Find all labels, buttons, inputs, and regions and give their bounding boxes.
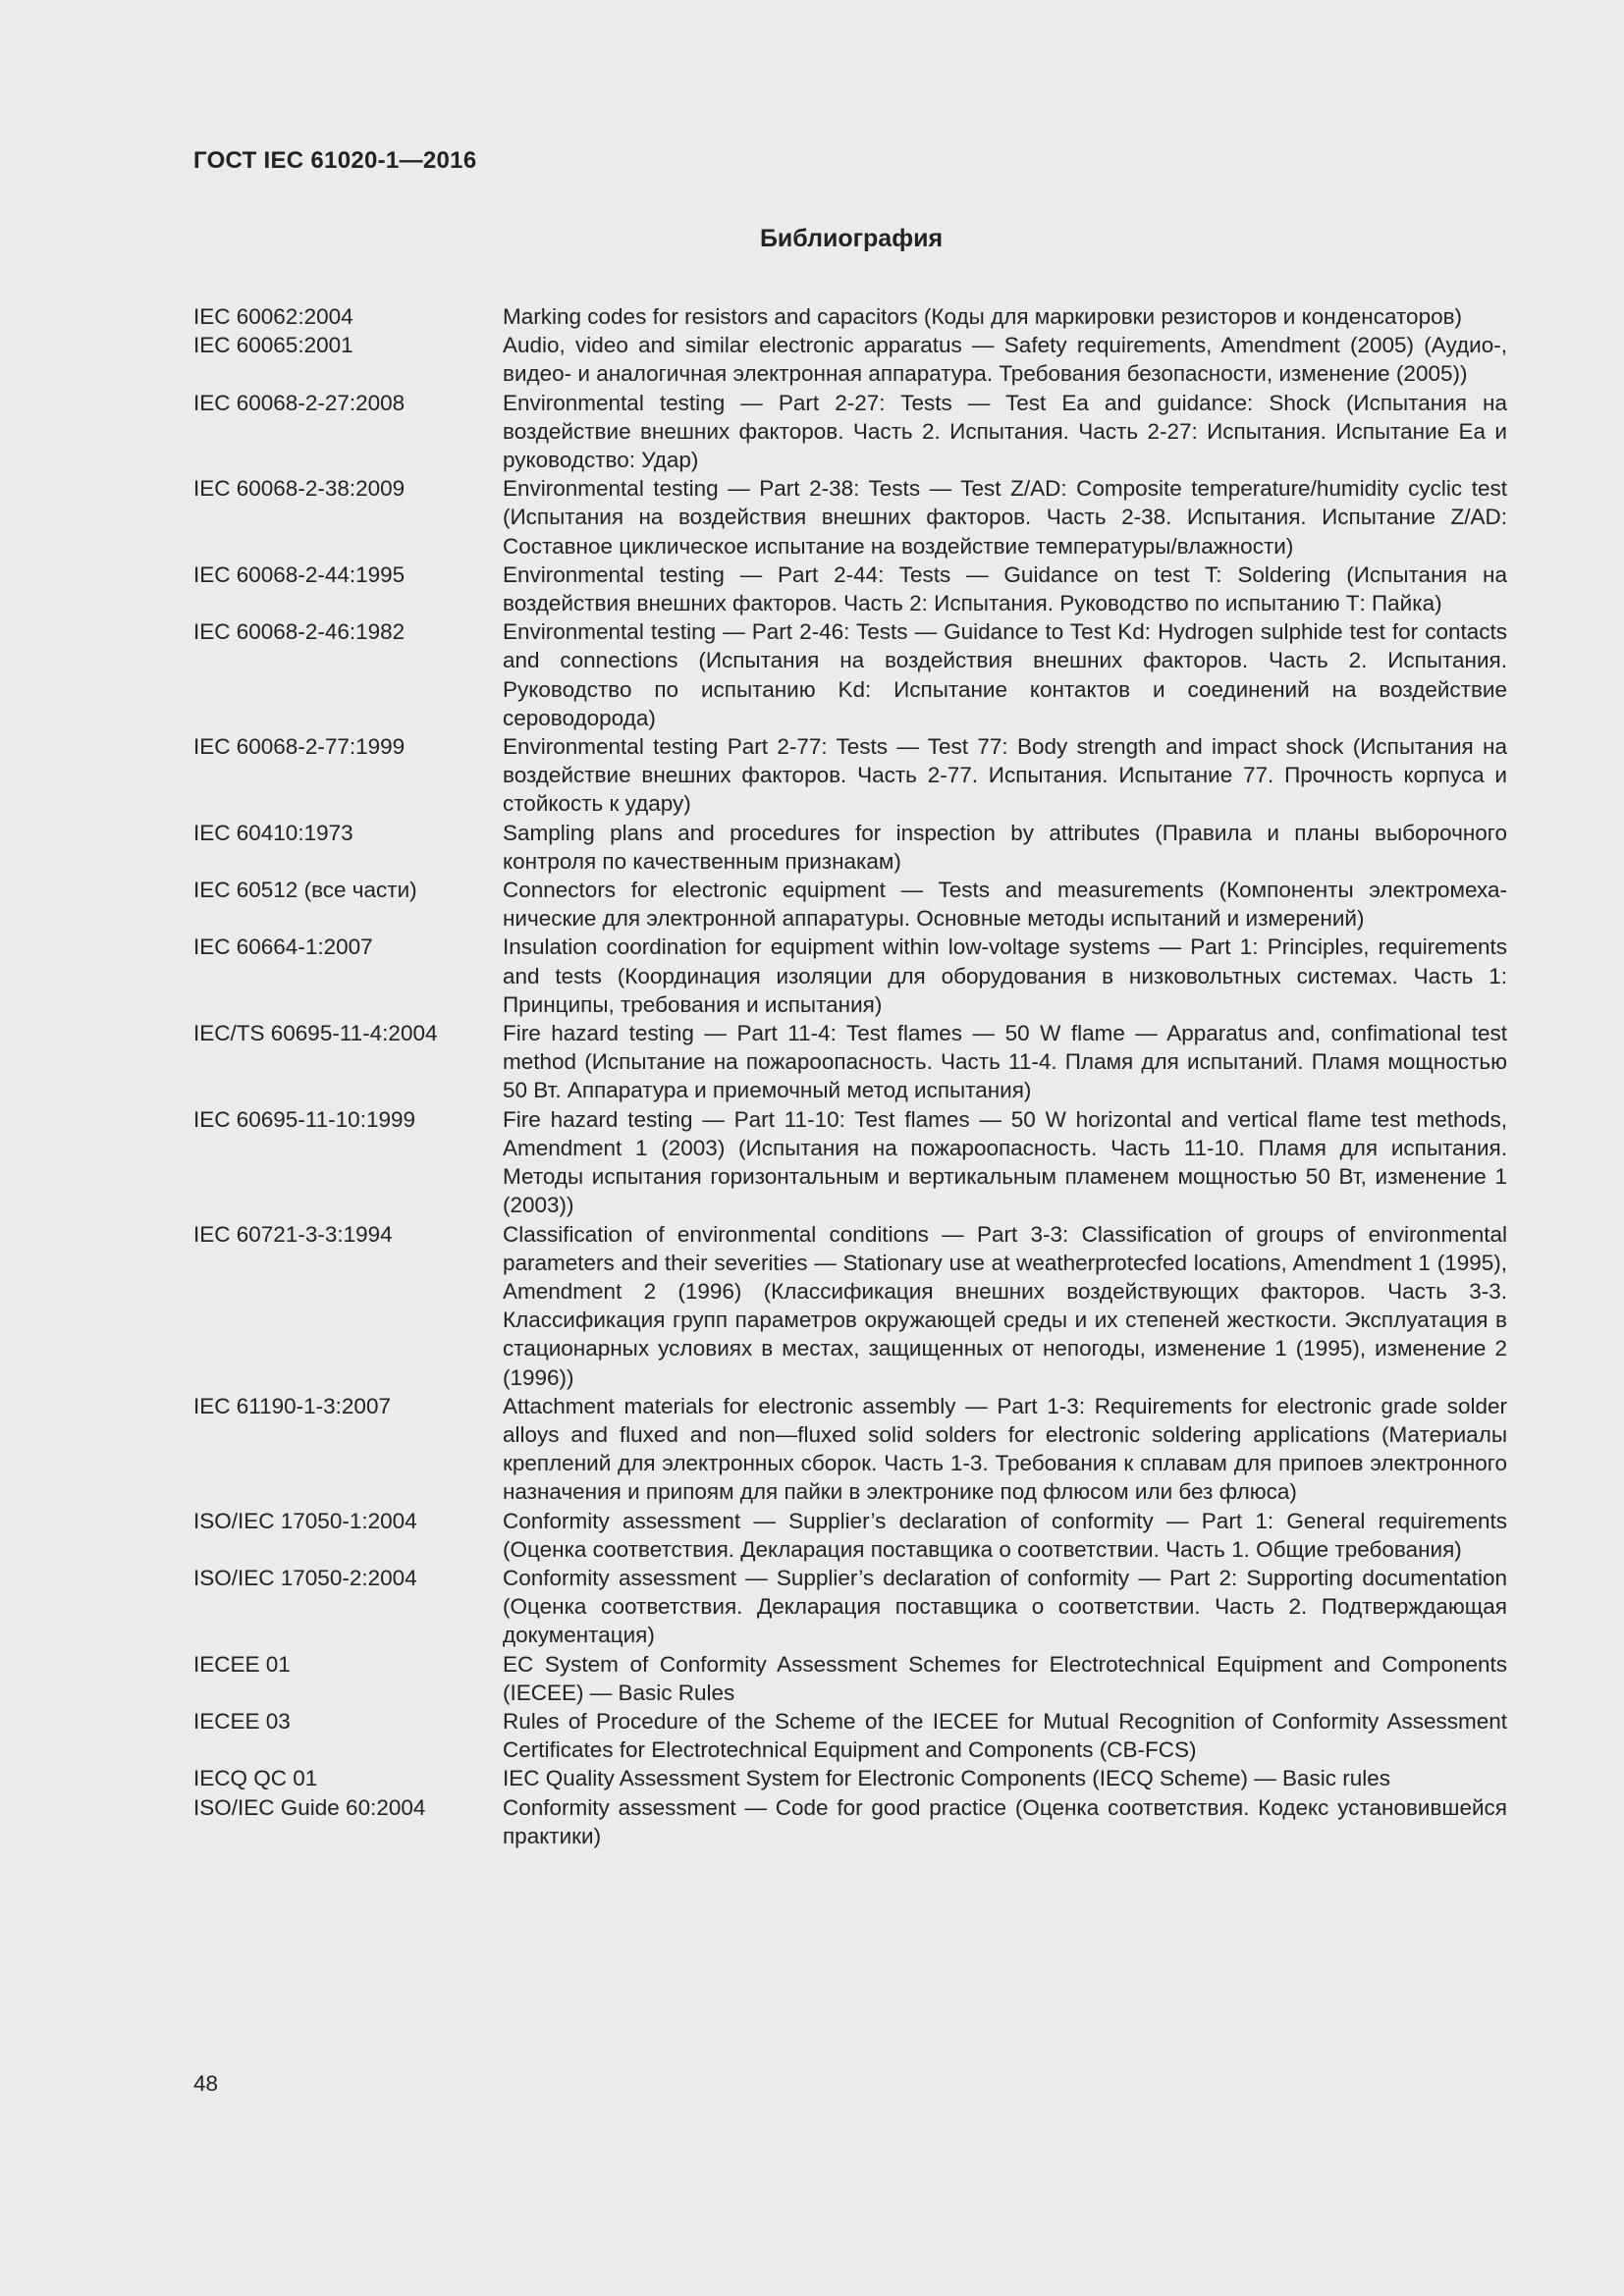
page-number: 48 [193,2071,219,2096]
entry-description: Conformity assessment — Code for good practice (Оценка соответствия. Кодекс установившейся практики) [503,1794,1507,1848]
entry-reference: IECEE 03 [193,1708,291,1734]
entry-description: Conformity assessment — Supplier’s declaration of conformity — Part 1: General requirements (Оценка соответствия. Декларация поставщика о соответствии. Часть 1. Общие требования) [503,1508,1507,1562]
entry-description: Environmental testing Part 2-77: Tests — Test 77: Body strength and impact shock (Испытания на воздействие внешних факторов. Часть 2-77. Испытания. Испытание 77. Прочность корпуса и стойкость к удару) [503,734,1507,817]
entry-reference: ISO/IEC 17050-2:2004 [193,1565,417,1590]
bibliography-entry [193,1019,1507,1105]
entry-description: Audio, video and similar electronic apparatus — Safety requirements, Amendment (2005) (Аудио-, видео- и аналогичная электронная аппаратура. Требования безопасности, изменение (2005)) [503,333,1507,387]
bibliography-entry [193,1564,1507,1650]
entry-reference: IEC 60062:2004 [193,304,353,329]
entry-description: Environmental testing — Part 2-38: Tests — Test Z/AD: Composite temperature/humidity cyclic test (Испытания на воздействия внешних факторов. Часть 2-38. Испытания. Испытание Z/AD: Составное циклическое испытание на воздействие температуры/влажности) [503,476,1507,559]
entry-reference: IEC 60410:1973 [193,820,353,845]
bibliography-entry [193,1392,1507,1507]
bibliography-entry [193,389,1507,475]
entry-reference: ISO/IEC 17050-1:2004 [193,1508,417,1533]
bibliography-entry [193,302,1507,331]
entry-description: Environmental testing — Part 2-27: Tests — Test Ea and guidance: Shock (Испытания на воздействие внешних факторов. Часть 2. Испытания. Часть 2-27: Испытания. Испытание Еа и руководство: Удар) [503,390,1507,473]
entry-reference: IEC 60068-2-38:2009 [193,476,406,502]
entry-reference: IECQ QC 01 [193,1766,318,1791]
entry-reference: IEC 60512 (все части) [193,878,417,903]
entry-reference: IECEE 01 [193,1651,291,1677]
page-header: ГОСТ IEC 61020-1—2016 [193,147,477,174]
entry-reference: IEC 60065:2001 [193,333,353,358]
entry-description: Conformity assessment — Supplier’s declaration of conformity — Part 2: Supporting documentation (Оценка соответствия. Декларация поставщика о соответствии. Часть 2. Подтверждающая документация) [503,1565,1507,1648]
entry-description: Fire hazard testing — Part 11-4: Test flames — 50 W flame — Apparatus and, confimational test method (Испытание на пожароопасность. Часть 11-4. Пламя для испытаний. Пламя мощностью 50 Вт. Аппаратура и приемочный метод испытания) [503,1021,1507,1103]
entry-description: Classification of environmental conditions — Part 3-3: Classification of groups of environmental parameters and their severities — Stationary use at weatherprotecfed locations, Amendment 1 (1995), Amendment 2 (1996) (Классификация внешних воздействующих факторов. Часть 3-3. Классификация групп параметров окружающей среды и их степеней жесткости. Эксплуатация в стационарных условиях в местах, защищенных от непогоды, изменение 1 (1995), изменение 2 (1996)) [503,1221,1507,1390]
bibliography-entry [193,1105,1507,1220]
entry-reference: IEC 60721-3-3:1994 [193,1221,393,1247]
bibliography-entry [193,331,1507,388]
bibliography-entry [193,1507,1507,1564]
entry-reference: IEC 60695-11-10:1999 [193,1106,415,1132]
entry-description: Environmental testing — Part 2-46: Tests — Guidance to Test Kd: Hydrogen sulphide test for contacts and connections (Испытания на воздействия внешних факторов. Часть 2. Испытания. Руководство по испытанию Kd: Испытание контактов и соединений на воздействие сероводорода) [503,619,1507,730]
bibliography-entry [193,1220,1507,1392]
bibliography-entry [193,732,1507,819]
bibliography-entry [193,876,1507,933]
entry-reference: IEC 61190-1-3:2007 [193,1393,391,1418]
bibliography-entry [193,933,1507,1019]
entry-reference: ISO/IEC Guide 60:2004 [193,1794,426,1820]
bibliography-entry [193,561,1507,617]
entry-description: Sampling plans and procedures for inspection by attributes (Правила и планы выборочного контроля по качественным признакам) [503,820,1507,874]
bibliography-entry [193,1764,1507,1792]
entry-description: EC System of Conformity Assessment Schemes for Electrotechnical Equipment and Components (IECEE) — Basic Rules [503,1651,1507,1705]
bibliography-entry [193,617,1507,732]
entry-description: Marking codes for resistors and capacitors (Коды для маркировки резисторов и конденсаторов) [503,304,1463,329]
entry-reference: IEC/TS 60695-11-4:2004 [193,1021,438,1046]
entry-reference: IEC 60664-1:2007 [193,934,373,960]
entry-description: Connectors for electronic equipment — Tests and measurements (Компоненты электромеханические для электронной аппаратуры. Основные методы испытаний и измерений) [503,878,1507,932]
bibliography-entry [193,1650,1507,1707]
entry-reference: IEC 60068-2-46:1982 [193,619,406,645]
entry-reference: IEC 60068-2-44:1995 [193,561,406,587]
entry-description: Attachment materials for electronic assembly — Part 1-3: Requirements for electronic grade solder alloys and fluxed and non—fluxed solid solders for electronic soldering applications (Материалы креплений для электронных сборок. Часть 1-3. Требования к сплавам для припоев электронного назначения и припоям для пайки в электронике под флюсом или без флюса) [503,1393,1507,1505]
bibliography-list [193,302,1507,1850]
entry-reference: IEC 60068-2-27:2008 [193,390,406,415]
entry-description: Fire hazard testing — Part 11-10: Test flames — 50 W horizontal and vertical flame test methods, Amendment 1 (2003) (Испытания на пожароопасность. Часть 11-10. Пламя для испытания. Методы испытания горизонтальным и вертикальным пламенем мощностью 50 Вт, изменение 1 (2003)) [503,1106,1507,1218]
bibliography-entry [193,1793,1507,1850]
bibliography-entry [193,1707,1507,1764]
entry-description: Rules of Procedure of the Scheme of the IECEE for Mutual Recognition of Conformity Assessment Certificates for Electrotechnical Equipment and Components (CB-FCS) [503,1708,1507,1763]
entry-description: IEC Quality Assessment System for Electronic Components (IECQ Scheme) — Basic rules [503,1766,1391,1791]
section-title: Библиография [759,225,944,252]
entry-reference: IEC 60068-2-77:1999 [193,734,406,760]
bibliography-entry [193,474,1507,561]
bibliography-entry [193,819,1507,876]
entry-description: Insulation coordination for equipment within low-voltage systems — Part 1: Principles, requirements and tests (Координация изоляции для оборудования в низковольтных системах. Часть 1: Принципы, требования и испытания) [503,934,1507,1017]
entry-description: Environmental testing — Part 2-44: Tests — Guidance on test T: Soldering (Испытания на воздействия внешних факторов. Часть 2: Испытания. Руководство по испытанию Т: Пайка) [503,561,1507,616]
